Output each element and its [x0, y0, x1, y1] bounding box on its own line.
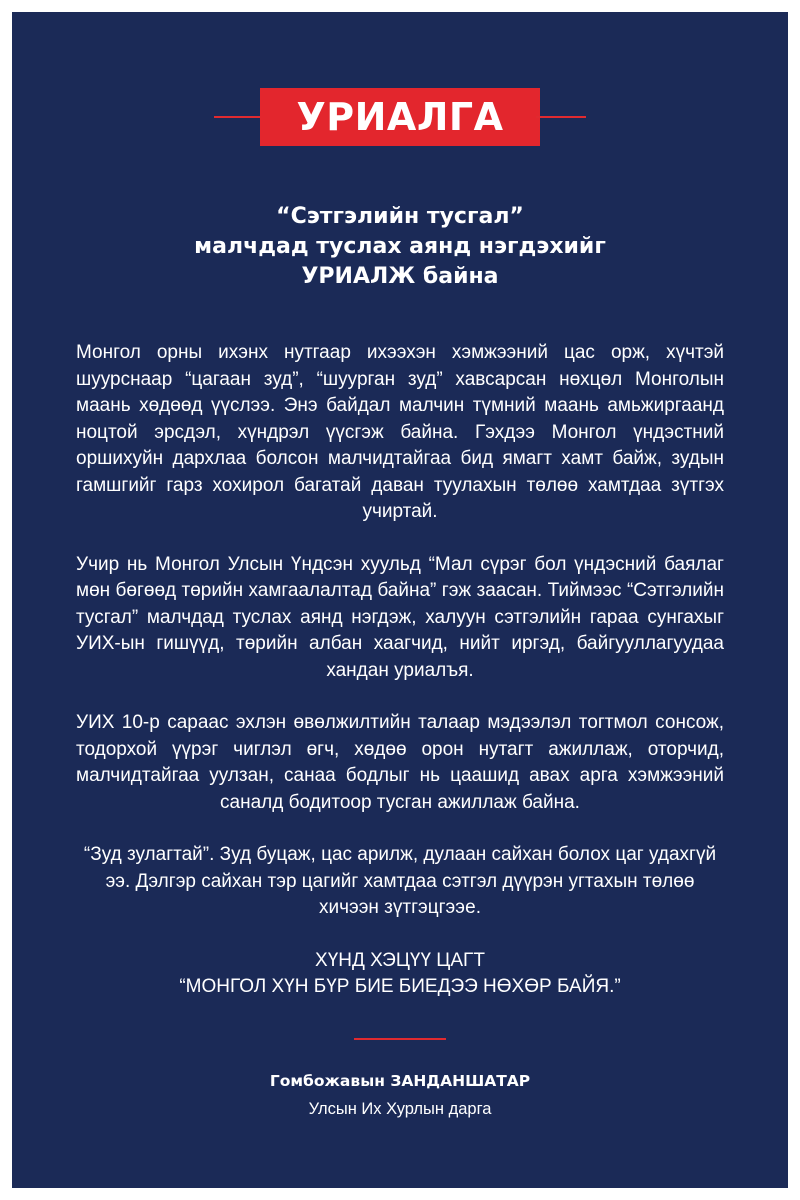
paragraph-4: “Зуд зулагтай”. Зуд буцаж, цас арилж, дулаан сайхан болох цаг удахгүй ээ. Дэлгэр сайхан тэр цагийг хамтдаа сэтгэл дүүрэн угтахын төлөө хичээн зүтгэцгээе.	[83, 844, 717, 918]
header-line-left	[214, 116, 264, 118]
signatory-name: Гомбожавын ЗАНДАНШАТАР	[269, 1072, 531, 1090]
motto-line: “МОНГОЛ ХҮН БҮР БИЕ БИЕДЭЭ НӨХӨР БАЙЯ.”	[179, 976, 621, 997]
paragraph-3: УИХ 10-р сараас эхлэн өвөлжилтийн талаар мэдээлэл тогтмол сонсож, тодорхой үүрэг чиглэл өгч, хөдөө орон нутагт ажиллаж, оторчид, малчидтайгаа уулзан, санаа бодлыг нь цаашид авах арга хэмжээний саналд бодитоор тусган ажиллаж байна.	[76, 712, 724, 813]
paragraph-1: Монгол орны ихэнх нутгаар ихээхэн хэмжээний цас орж, хүчтэй шуурснаар “цагаан зуд”, “шуурган зуд” хавсарсан нөхцөл Монголын маань хөдөөд үүслээ. Энэ байдал малчин түмний маань амьжиргаанд ноцтой эрсдэл, хүндрэл үүсгэж байна. Гэхдээ Монгол үндэстний оршихуйн дархлаа болсон малчидтайгаа бид ямагт хамт байж, зудын гамшгийг гарз хохирол багатай даван туулахын төлөө хамтдаа зүтгэх учиртай.	[76, 342, 724, 522]
appeal-poster	[12, 12, 788, 1188]
signature-divider	[354, 1038, 446, 1040]
appeal-body	[76, 340, 724, 1001]
header	[12, 88, 788, 146]
signatory-role: Улсын Их Хурлын дарга	[308, 1100, 492, 1118]
subtitle	[52, 202, 748, 292]
subtitle-line: малчдад туслах аянд нэгдэхийг	[194, 234, 606, 259]
header-line-right	[536, 116, 586, 118]
subtitle-line: УРИАЛЖ байна	[301, 264, 499, 289]
subtitle-line: “Сэтгэлийн тусгал”	[276, 204, 524, 229]
paragraph-2: Учир нь Монгол Улсын Үндсэн хуульд “Мал сүрэг бол үндэсний баялаг мөн бөгөөд төрийн хамгаалалтад байна” гэж заасан. Тиймээс “Сэтгэлийн тусгал” малчдад туслах аянд нэгдэж, халуун сэтгэлийн гараа сунгахыг УИХ-ын гишүүд, төрийн албан хаагчид, нийт иргэд, байгууллагуудаа хандан уриалъя.	[76, 553, 724, 681]
page-title: УРИАЛГА	[260, 88, 540, 146]
motto	[76, 948, 724, 1001]
motto-line: ХҮНД ХЭЦҮҮ ЦАГТ	[315, 949, 485, 971]
